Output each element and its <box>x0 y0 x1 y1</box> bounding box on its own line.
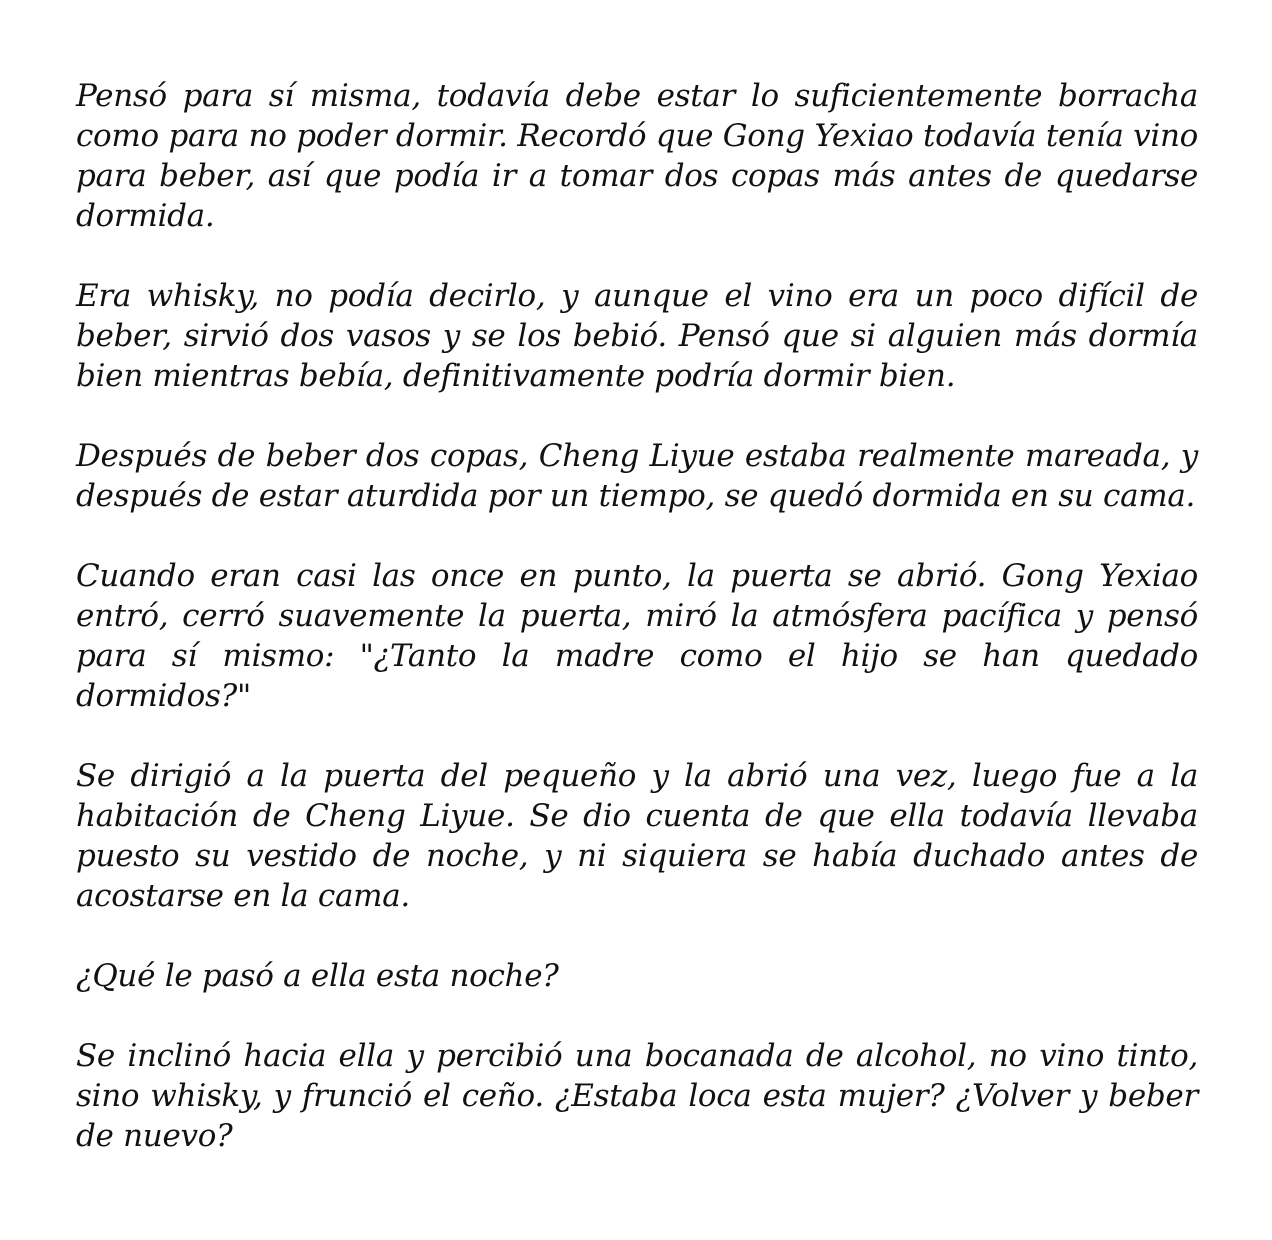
paragraph: Era whisky, no podía decirlo, y aunque el vino era un poco difícil de beber, sirvió dos vasos y se los bebió. Pensó que si alguien más dormía bien mientras bebía, definitivamente podría dormir bien. <box>76 278 1198 394</box>
paragraph: Cuando eran casi las once en punto, la puerta se abrió. Gong Yexiao entró, cerró suavemente la puerta, miró la atmósfera pacífica y pensó para sí mismo: "¿Tanto la madre como el hijo se han quedado dormidos?" <box>76 558 1198 714</box>
paragraph: Pensó para sí misma, todavía debe estar lo suficientemente borracha como para no poder dormir. Recordó que Gong Yexiao todavía tenía vino para beber, así que podía ir a tomar dos copas más antes de quedarse dormida. <box>76 78 1198 234</box>
paragraph: Se dirigió a la puerta del pequeño y la abrió una vez, luego fue a la habitación de Cheng Liyue. Se dio cuenta de que ella todavía llevaba puesto su vestido de noche, y ni siquiera se había duchado antes de acostarse en la cama. <box>76 758 1198 914</box>
paragraph: Se inclinó hacia ella y percibió una bocanada de alcohol, no vino tinto, sino whisky, y frunció el ceño. ¿Estaba loca esta mujer? ¿Volver y beber de nuevo? <box>76 1038 1198 1154</box>
document-page <box>76 76 1198 1196</box>
paragraph: ¿Qué le pasó a ella esta noche? <box>76 958 559 994</box>
paragraph: Después de beber dos copas, Cheng Liyue estaba realmente mareada, y después de estar aturdida por un tiempo, se quedó dormida en su cama. <box>76 438 1198 514</box>
